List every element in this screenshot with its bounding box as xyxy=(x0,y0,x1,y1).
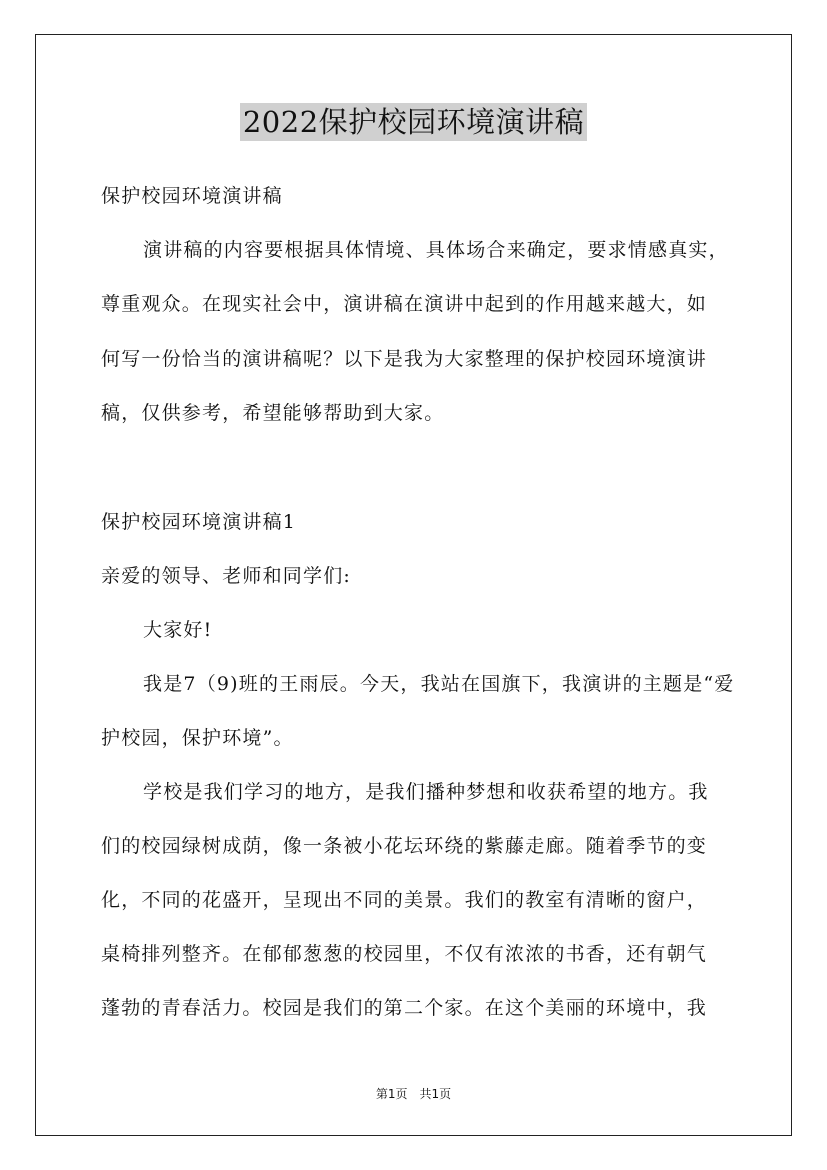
paragraph-line: 何写一份恰当的演讲稿呢？以下是我为大家整理的保护校园环境演讲 xyxy=(101,348,708,370)
paragraph-line: 桌椅排列整齐。在郁郁葱葱的校园里，不仅有浓浓的书香，还有朝气 xyxy=(101,943,708,965)
paragraph-line: 学校是我们学习的地方，是我们播种梦想和收获希望的地方。我 xyxy=(143,781,709,803)
paragraph-line: 尊重观众。在现实社会中，演讲稿在演讲中起到的作用越来越大，如 xyxy=(101,293,708,315)
document-title: 2022保护校园环境演讲稿 xyxy=(240,103,587,141)
greeting: 大家好! xyxy=(143,619,213,641)
page-number-total: 共1页 xyxy=(419,1087,452,1101)
page-footer xyxy=(0,1085,827,1102)
salutation: 亲爱的领导、老师和同学们: xyxy=(101,565,352,587)
paragraph-line: 稿，仅供参考，希望能够帮助到大家。 xyxy=(101,402,445,424)
document-title-wrap xyxy=(0,100,827,141)
section-heading: 保护校园环境演讲稿1 xyxy=(101,511,297,533)
paragraph-line: 护校园，保护环境”。 xyxy=(101,727,294,749)
paragraph-line: 化，不同的花盛开，呈现出不同的美景。我们的教室有清晰的窗户， xyxy=(101,889,708,911)
paragraph-line: 我是7（9)班的王雨辰。今天，我站在国旗下，我演讲的主题是“爱 xyxy=(143,673,735,695)
paragraph-line: 们的校园绿树成荫，像一条被小花坛环绕的紫藤走廊。随着季节的变 xyxy=(101,835,708,857)
subtitle: 保护校园环境演讲稿 xyxy=(101,185,283,207)
page-number-current: 第1页 xyxy=(375,1087,408,1101)
paragraph-line: 演讲稿的内容要根据具体情境、具体场合来确定，要求情感真实， xyxy=(143,239,729,261)
paragraph-line: 蓬勃的青春活力。校园是我们的第二个家。在这个美丽的环境中，我 xyxy=(101,997,708,1019)
